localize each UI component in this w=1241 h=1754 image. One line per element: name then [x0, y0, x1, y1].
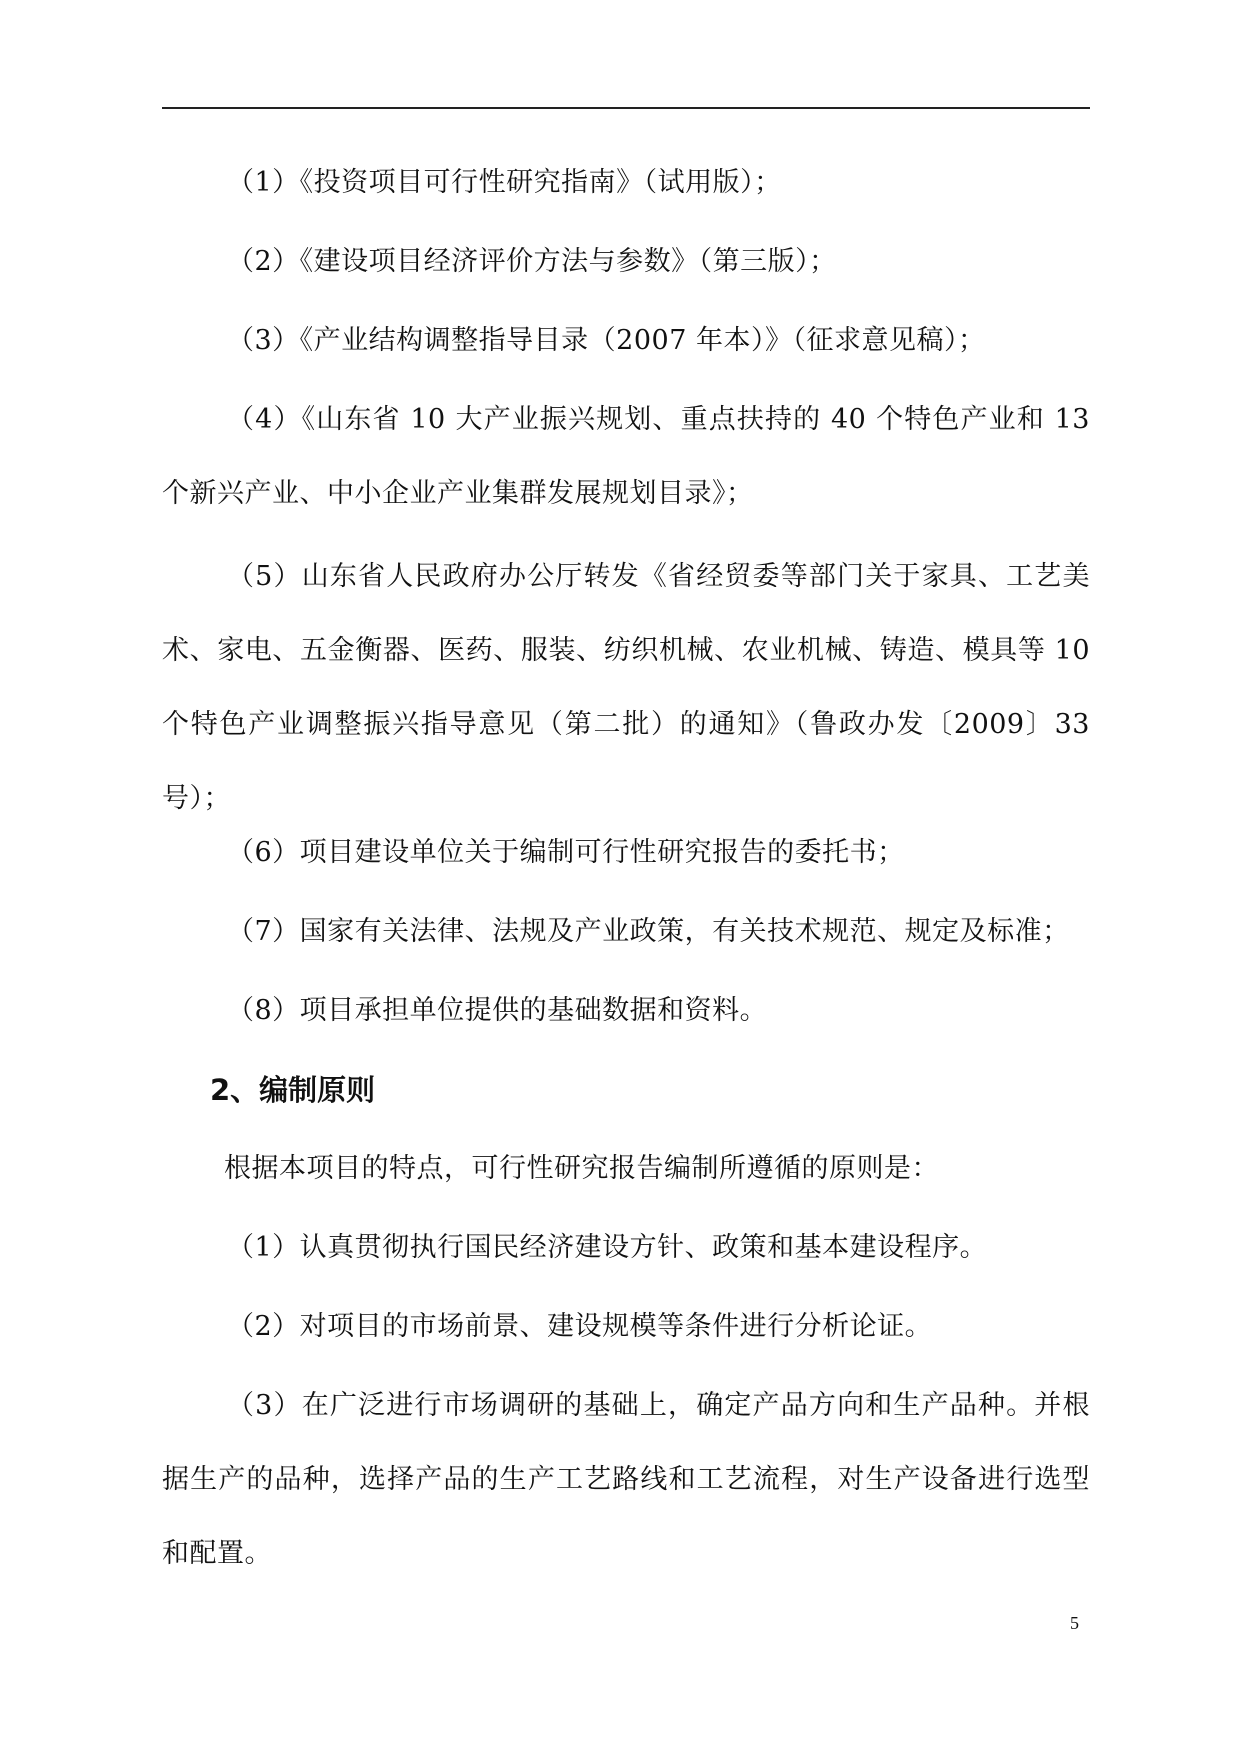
header-rule [162, 107, 1090, 109]
basis-item-7: （7）国家有关法律、法规及产业政策，有关技术规范、规定及标准； [227, 916, 1070, 947]
basis-item-2: （2）《建设项目经济评价方法与参数》（第三版）； [227, 246, 837, 277]
basis-item-6: （6）项目建设单位关于编制可行性研究报告的委托书； [227, 837, 905, 868]
principle-item-2: （2）对项目的市场前景、建设规模等条件进行分析论证。 [227, 1311, 933, 1342]
basis-item-1: （1）《投资项目可行性研究指南》（试用版）； [227, 167, 782, 198]
principle-item-1: （1）认真贯彻执行国民经济建设方针、政策和基本建设程序。 [227, 1232, 988, 1263]
basis-item-5: （5）山东省人民政府办公厅转发《省经贸委等部门关于家具、工艺美术、家电、五金衡器、医药、服装、纺织机械、农业机械、铸造、模具等 10 个特色产业调整振兴指导意见（第二批）的通知》（鲁政办发〔2009〕33 号）； [162, 561, 1100, 814]
principle-item-3: （3）在广泛进行市场调研的基础上，确定产品方向和生产品种。并根据生产的品种，选择产品的生产工艺路线和工艺流程，对生产设备进行选型和配置。 [162, 1390, 1090, 1569]
section-heading: 2、编制原则 [210, 1073, 376, 1107]
basis-item-4: （4）《山东省 10 大产业振兴规划、重点扶持的 40 个特色产业和 13 个新兴产业、中小企业产业集群发展规划目录》； [162, 404, 1100, 509]
page-number: 5 [1070, 1613, 1079, 1633]
principles-intro: 根据本项目的特点，可行性研究报告编制所遵循的原则是： [224, 1153, 939, 1184]
basis-item-3: （3）《产业结构调整指导目录（2007 年本）》（征求意见稿）； [227, 325, 986, 356]
basis-item-8: （8）项目承担单位提供的基础数据和资料。 [227, 995, 768, 1026]
